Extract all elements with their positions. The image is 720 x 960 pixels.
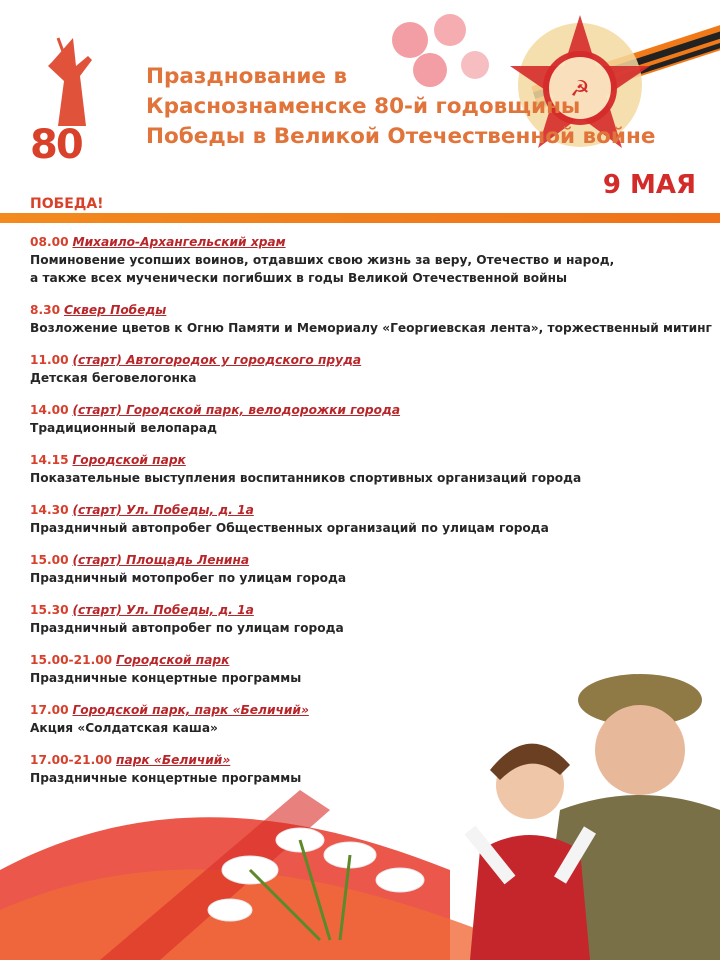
event-item [30,451,700,487]
event-item [30,351,700,387]
event-time: 11.00 [30,353,69,367]
event-place: Михаило-Архангельский храм [72,235,286,249]
bottom-illustration [0,640,720,960]
event-item [30,233,700,287]
title-line: Празднование в [146,64,348,89]
event-time: 17.00 [30,703,69,717]
event-heading [30,233,700,251]
event-heading [30,401,700,419]
event-item [30,601,700,637]
event-place: (старт) Ул. Победы, д. 1а [72,503,254,517]
event-description: Праздничный мотопробег по улицам города [30,571,347,585]
event-place: (старт) Ул. Победы, д. 1а [72,603,254,617]
event-place: (старт) Площадь Ленина [72,553,250,567]
orange-divider [0,213,720,223]
event-time: 14.00 [30,403,69,417]
event-time: 15.30 [30,603,69,617]
event-item [30,501,700,537]
event-description: Поминовение усопших воинов, отдавших свою жизнь за веру, Отечество и народ, [30,253,615,267]
event-date: 9 МАЯ [602,170,696,200]
event-heading [30,451,700,469]
event-place: Сквер Победы [63,303,167,317]
event-place: Городской парк [72,453,186,467]
page-title [146,62,706,152]
event-item [30,401,700,437]
logo-word: ПОБЕДА! [30,196,104,212]
event-description: Показательные выступления воспитанников спортивных организаций города [30,471,582,485]
event-place: (старт) Автогородок у городского пруда [72,353,362,367]
event-description: Возложение цветов к Огню Памяти и Мемориалу «Георгиевская лента», торжественный митинг [30,321,712,335]
event-time: 15.00-21.00 [30,653,113,667]
title-line: Победы в Великой Отечественной войне [146,124,656,149]
event-description: Праздничный автопробег Общественных организаций по улицам города [30,521,549,535]
event-description: Праздничный автопробег по улицам города [30,621,344,635]
victory-80-logo [28,36,118,212]
event-time: 08.00 [30,235,69,249]
event-time: 8.30 [30,303,61,317]
event-description: Праздничные концертные программы [30,771,302,785]
event-time: 17.00-21.00 [30,753,113,767]
event-description: Традиционный велопарад [30,421,217,435]
event-place: Городской парк [116,653,230,667]
event-time: 14.30 [30,503,69,517]
event-time: 15.00 [30,553,69,567]
motherland-statue-icon [28,36,118,136]
event-description: Акция «Солдатская каша» [30,721,218,735]
event-item [30,301,712,337]
event-description: а также всех мученически погибших в годы Великой Отечественной войны [30,271,568,285]
event-place: (старт) Городской парк, велодорожки города [72,403,401,417]
soldier-and-girl-illustration [470,674,720,960]
event-heading [30,551,700,569]
event-place: парк «Беличий» [116,753,231,767]
event-time: 14.15 [30,453,69,467]
event-heading [30,501,700,519]
event-heading [30,601,700,619]
event-place: Городской парк, парк «Беличий» [72,703,309,717]
event-description: Детская беговелогонка [30,371,197,385]
event-heading [30,301,700,319]
poster-header [0,0,720,214]
event-heading [30,351,700,369]
title-line: Краснознаменске 80-й годовщины [146,94,581,119]
logo-number: 80 [30,122,82,168]
event-description: Праздничные концертные программы [30,671,302,685]
event-item [30,551,700,587]
svg-text:☭: ☭ [570,77,590,102]
